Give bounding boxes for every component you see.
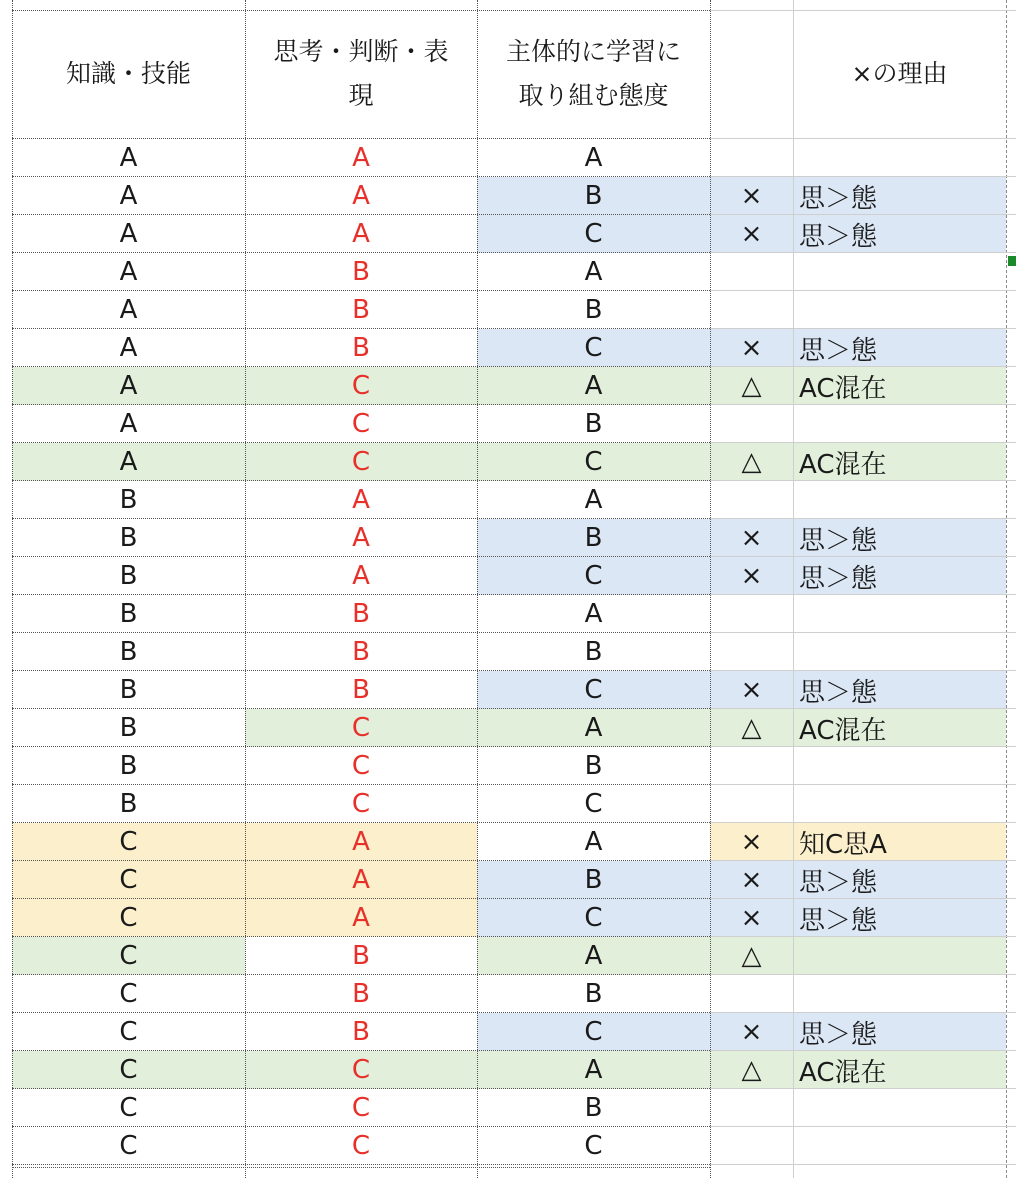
cell-knowledge[interactable]: C — [119, 1131, 138, 1161]
grid-row-line — [12, 974, 710, 975]
cell-thinking[interactable]: C — [351, 1093, 371, 1123]
grid-row-line — [710, 1088, 1016, 1089]
header-reason-for-x[interactable] — [793, 10, 1006, 138]
cell-thinking[interactable]: B — [352, 675, 370, 705]
cell-reason[interactable] — [793, 405, 1006, 443]
cell-mark[interactable] — [710, 785, 793, 823]
header-line: 現 — [348, 81, 374, 110]
grid-row-line — [12, 898, 710, 899]
cell-attitude[interactable]: B — [477, 519, 710, 557]
cell-mark[interactable] — [710, 975, 793, 1013]
cell-thinking[interactable]: A — [352, 523, 370, 553]
cell-attitude[interactable]: A — [584, 143, 603, 173]
grid-row-line — [710, 632, 1016, 633]
cell-knowledge[interactable]: A — [119, 333, 138, 363]
cell-reason[interactable] — [793, 1127, 1006, 1165]
cell-comment-indicator — [1008, 256, 1016, 266]
cell-thinking[interactable]: A — [352, 485, 370, 515]
cell-mark[interactable]: △ — [710, 709, 793, 747]
cell-attitude[interactable]: B — [584, 979, 603, 1009]
cell-mark[interactable]: × — [710, 177, 793, 215]
grid-row-line — [12, 518, 710, 519]
grid-row-line — [12, 138, 710, 139]
cell-mark[interactable]: × — [710, 671, 793, 709]
grid-row-line — [12, 1164, 710, 1165]
cell-attitude[interactable]: C — [477, 557, 710, 595]
cell-reason[interactable] — [793, 481, 1006, 519]
grid-row-line — [12, 176, 710, 177]
grid-row-line — [12, 214, 710, 215]
cell-attitude[interactable]: C — [584, 789, 603, 819]
cell-attitude[interactable]: C — [584, 1131, 603, 1161]
cell-knowledge[interactable]: A — [12, 367, 245, 405]
cell-mark[interactable] — [710, 633, 793, 671]
cell-reason[interactable] — [793, 975, 1006, 1013]
cell-attitude[interactable]: A — [584, 257, 603, 287]
cell-attitude[interactable]: A — [584, 599, 603, 629]
cell-knowledge[interactable]: A — [119, 181, 138, 211]
cell-mark[interactable]: △ — [710, 937, 793, 975]
cell-attitude[interactable]: A — [584, 485, 603, 515]
cell-thinking[interactable]: A — [245, 823, 477, 861]
grid-row-line — [710, 1164, 1016, 1165]
header-thinking-judgment-expression[interactable] — [245, 10, 477, 138]
cell-reason[interactable]: 思＞態 — [793, 329, 1006, 367]
header-mark[interactable] — [710, 10, 793, 138]
grid-row-line — [12, 1012, 710, 1013]
grid-row-line — [710, 518, 1016, 519]
cell-knowledge[interactable]: B — [119, 561, 138, 591]
grid-row-line — [12, 670, 710, 671]
cell-reason[interactable]: AC混在 — [793, 1051, 1006, 1089]
cell-knowledge[interactable]: C — [12, 823, 245, 861]
grid-row-line — [12, 822, 710, 823]
cell-knowledge[interactable]: C — [12, 899, 245, 937]
grid-row-line — [710, 138, 1016, 139]
cell-reason[interactable] — [793, 937, 1006, 975]
cell-attitude[interactable]: A — [477, 937, 710, 975]
cell-reason[interactable]: 思＞態 — [793, 1013, 1006, 1051]
grid-row-line — [710, 556, 1016, 557]
cell-mark[interactable]: △ — [710, 443, 793, 481]
cell-mark[interactable]: × — [710, 823, 793, 861]
cell-attitude[interactable]: C — [477, 215, 710, 253]
cell-mark[interactable] — [710, 595, 793, 633]
cell-thinking[interactable]: A — [352, 181, 370, 211]
cell-mark[interactable]: × — [710, 557, 793, 595]
cell-knowledge[interactable]: B — [119, 789, 138, 819]
cell-mark[interactable] — [710, 405, 793, 443]
cell-attitude[interactable]: A — [584, 827, 603, 857]
grid-row-line — [12, 556, 710, 557]
cell-thinking[interactable]: B — [352, 637, 370, 667]
cell-reason[interactable]: 知C思A — [793, 823, 1006, 861]
cell-mark[interactable] — [710, 481, 793, 519]
cell-reason[interactable] — [793, 633, 1006, 671]
cell-reason[interactable]: 思＞態 — [793, 557, 1006, 595]
cell-thinking[interactable]: A — [352, 219, 370, 249]
grid-row-line — [710, 290, 1016, 291]
cell-thinking[interactable]: B — [352, 257, 370, 287]
cell-attitude[interactable]: C — [477, 1013, 710, 1051]
cell-knowledge[interactable]: A — [119, 219, 138, 249]
grid-row-line — [12, 1126, 710, 1127]
cell-mark[interactable]: × — [710, 1013, 793, 1051]
grid-row-line — [710, 936, 1016, 937]
grid-row-line — [710, 860, 1016, 861]
cell-knowledge[interactable]: B — [119, 713, 138, 743]
grid-row-line — [12, 252, 710, 253]
grid-row-line — [710, 252, 1016, 253]
grid-row-line — [710, 746, 1016, 747]
grid-row-line — [12, 328, 710, 329]
grid-row-line — [12, 10, 710, 11]
cell-thinking[interactable]: A — [245, 861, 477, 899]
cell-thinking[interactable]: B — [352, 599, 370, 629]
cell-reason[interactable]: 思＞態 — [793, 215, 1006, 253]
grid-row-line — [12, 1088, 710, 1089]
cell-reason[interactable] — [793, 785, 1006, 823]
cell-mark[interactable]: × — [710, 519, 793, 557]
grid-row-line — [710, 404, 1016, 405]
cell-thinking[interactable]: C — [245, 367, 477, 405]
cell-reason[interactable] — [793, 253, 1006, 291]
cell-thinking[interactable]: C — [245, 443, 477, 481]
cell-attitude[interactable]: B — [584, 1093, 603, 1123]
cell-reason[interactable]: 思＞態 — [793, 899, 1006, 937]
grid-row-line — [12, 936, 710, 937]
grid-row-line — [12, 594, 710, 595]
cell-thinking[interactable]: C — [245, 1051, 477, 1089]
cell-knowledge[interactable]: B — [119, 675, 138, 705]
cell-attitude[interactable]: B — [584, 751, 603, 781]
grid-row-line — [12, 746, 710, 747]
cell-attitude[interactable]: C — [477, 443, 710, 481]
cell-knowledge[interactable]: C — [12, 1051, 245, 1089]
cell-mark[interactable] — [710, 253, 793, 291]
grid-row-line — [710, 784, 1016, 785]
cell-attitude[interactable]: A — [477, 367, 710, 405]
cell-knowledge[interactable]: B — [119, 751, 138, 781]
cell-attitude[interactable]: B — [584, 637, 603, 667]
cell-mark[interactable] — [710, 1127, 793, 1165]
grid-row-line — [710, 366, 1016, 367]
grid-row-line — [12, 784, 710, 785]
cell-thinking[interactable]: C — [351, 409, 371, 439]
cell-mark[interactable]: △ — [710, 1051, 793, 1089]
grid-row-line — [12, 632, 710, 633]
grid-row-line — [710, 328, 1016, 329]
cell-mark[interactable]: × — [710, 861, 793, 899]
cell-reason[interactable]: AC混在 — [793, 709, 1006, 747]
grid-row-line — [12, 708, 710, 709]
cell-attitude[interactable]: C — [477, 329, 710, 367]
cell-mark[interactable] — [710, 747, 793, 785]
cell-thinking[interactable]: A — [352, 143, 370, 173]
cell-reason[interactable]: AC混在 — [793, 443, 1006, 481]
cell-knowledge[interactable]: B — [119, 523, 138, 553]
cell-mark[interactable] — [710, 1089, 793, 1127]
cell-knowledge[interactable]: A — [119, 295, 138, 325]
cell-thinking[interactable]: B — [352, 295, 370, 325]
grid-row-line — [710, 974, 1016, 975]
cell-reason[interactable]: 思＞態 — [793, 861, 1006, 899]
cell-thinking[interactable]: B — [352, 1017, 370, 1047]
cell-knowledge[interactable]: B — [119, 637, 138, 667]
cell-thinking[interactable]: C — [245, 709, 477, 747]
cell-mark[interactable]: × — [710, 329, 793, 367]
cell-knowledge[interactable]: C — [12, 861, 245, 899]
grid-row-line — [710, 594, 1016, 595]
grid-row-line — [12, 1167, 710, 1168]
cell-reason[interactable]: 思＞態 — [793, 519, 1006, 557]
cell-reason[interactable] — [793, 595, 1006, 633]
cell-knowledge[interactable]: A — [119, 409, 138, 439]
cell-knowledge[interactable]: A — [12, 443, 245, 481]
cell-thinking[interactable]: B — [352, 333, 370, 363]
cell-attitude[interactable]: C — [477, 899, 710, 937]
cell-knowledge[interactable]: C — [119, 1093, 138, 1123]
header-line: 取り組む態度 — [518, 81, 669, 110]
cell-attitude[interactable]: B — [477, 861, 710, 899]
cell-knowledge[interactable]: B — [119, 485, 138, 515]
cell-attitude[interactable]: B — [584, 295, 603, 325]
cell-mark[interactable]: × — [710, 215, 793, 253]
cell-reason[interactable]: 思＞態 — [793, 671, 1006, 709]
cell-reason[interactable] — [793, 291, 1006, 329]
grid-row-line — [12, 290, 710, 291]
grid-row-line — [710, 214, 1016, 215]
grid-row-line — [710, 1050, 1016, 1051]
cell-knowledge[interactable]: C — [119, 1017, 138, 1047]
cell-mark[interactable] — [710, 139, 793, 177]
header-line: ×の理由 — [851, 59, 948, 88]
grid-row-line — [12, 860, 710, 861]
header-knowledge-skills[interactable] — [12, 10, 245, 138]
header-attitude-toward-learning[interactable] — [477, 10, 710, 138]
cell-knowledge[interactable]: A — [119, 257, 138, 287]
cell-attitude[interactable]: C — [477, 671, 710, 709]
header-line: 主体的に学習に — [505, 37, 681, 66]
cell-reason[interactable]: AC混在 — [793, 367, 1006, 405]
cell-attitude[interactable]: A — [477, 1051, 710, 1089]
grid-row-line — [710, 1012, 1016, 1013]
cell-mark[interactable] — [710, 291, 793, 329]
grid-row-line — [12, 404, 710, 405]
cell-thinking[interactable]: B — [352, 941, 370, 971]
cell-knowledge[interactable]: A — [119, 143, 138, 173]
cell-reason[interactable]: 思＞態 — [793, 177, 1006, 215]
cell-mark[interactable]: △ — [710, 367, 793, 405]
cell-thinking[interactable]: C — [351, 1131, 371, 1161]
cell-knowledge[interactable]: C — [12, 937, 245, 975]
grid-row-line — [710, 708, 1016, 709]
cell-thinking[interactable]: C — [351, 789, 371, 819]
cell-thinking[interactable]: A — [352, 561, 370, 591]
grid-row-line — [12, 442, 710, 443]
grid-row-line — [710, 480, 1016, 481]
header-line: 思考・判断・表 — [273, 37, 449, 66]
cell-knowledge[interactable]: C — [119, 979, 138, 1009]
header-line: 知識・技能 — [65, 59, 191, 88]
cell-thinking[interactable]: B — [352, 979, 370, 1009]
grid-row-line — [12, 480, 710, 481]
grid-row-line — [710, 670, 1016, 671]
cell-attitude[interactable]: A — [477, 709, 710, 747]
cell-attitude[interactable]: B — [477, 177, 710, 215]
grid-row-line — [12, 1050, 710, 1051]
cell-mark[interactable]: × — [710, 899, 793, 937]
cell-reason[interactable] — [793, 747, 1006, 785]
grid-row-line — [710, 1126, 1016, 1127]
cell-attitude[interactable]: B — [584, 409, 603, 439]
grid-row-line — [710, 10, 1016, 11]
cell-reason[interactable] — [793, 139, 1006, 177]
grid-row-line — [710, 898, 1016, 899]
cell-thinking[interactable]: A — [245, 899, 477, 937]
cell-thinking[interactable]: C — [351, 751, 371, 781]
cell-knowledge[interactable]: B — [119, 599, 138, 629]
grid-row-line — [12, 366, 710, 367]
grid-row-line — [710, 822, 1016, 823]
grid-row-line — [710, 176, 1016, 177]
grid-row-line — [710, 442, 1016, 443]
cell-reason[interactable] — [793, 1089, 1006, 1127]
